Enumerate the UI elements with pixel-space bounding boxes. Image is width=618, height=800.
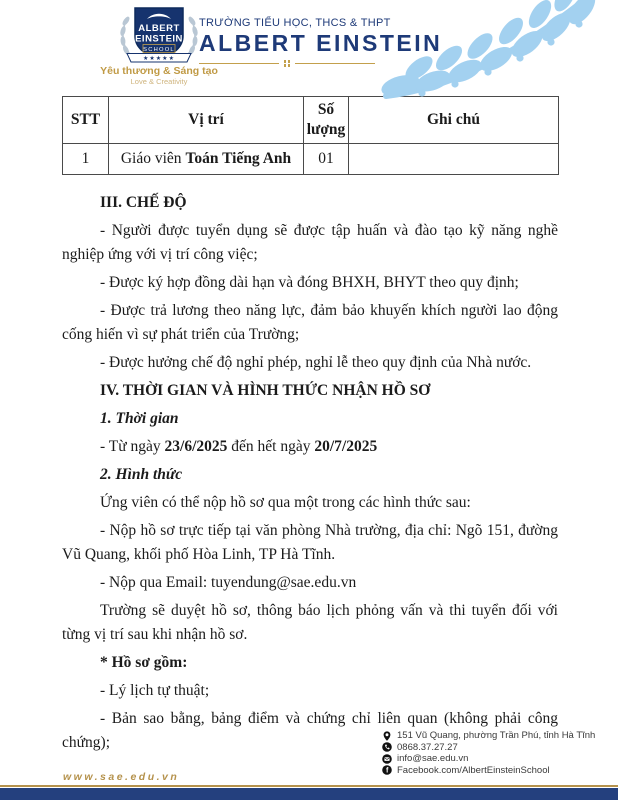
contact-facebook: f Facebook.com/AlbertEinsteinSchool (382, 765, 595, 777)
methods-intro: Ứng viên có thể nộp hồ sơ qua một trong các hình thức sau: (100, 494, 471, 511)
cell-note (349, 144, 559, 175)
footer-navy-bar (0, 788, 618, 800)
section3-title: III. CHẾ ĐỘ (100, 194, 187, 211)
crest-name-line1: ALBERT (138, 23, 180, 34)
cell-quantity: 01 (304, 144, 349, 175)
footer-contacts (382, 730, 595, 776)
subsection1-title: 1. Thời gian (100, 410, 179, 427)
contact-email: info@sae.edu.vn (382, 753, 595, 765)
phone-icon (382, 742, 392, 752)
logo-tagline-vietnamese: Yêu thương & Sáng tạo (100, 65, 218, 77)
header-position: Vị trí (109, 97, 304, 144)
logo-tagline-english: Love & Creativity (130, 77, 188, 86)
dossier-item: - Bản sao bằng, bảng điểm và chứng chỉ liên quan (không phải công chứng); (62, 710, 558, 751)
svg-text:f: f (385, 765, 389, 775)
section3-item: - Được hưởng chế độ nghỉ phép, nghỉ lễ theo quy định của Nhà nước. (100, 354, 532, 371)
dossier-item: - Lý lịch tự thuật; (100, 682, 210, 699)
header-stt: STT (63, 97, 109, 144)
school-type-label: TRƯỜNG TIỂU HỌC, THCS & THPT (199, 17, 391, 29)
facebook-icon (382, 765, 392, 775)
section3-item: - Được ký hợp đồng dài hạn và đóng BHXH, BHYT theo quy định; (100, 274, 519, 291)
footer-website: www.sae.edu.vn (63, 771, 180, 783)
date-range-line: - Từ ngày 23/6/2025 đến hết ngày 20/7/2025 (100, 438, 378, 455)
table-row (63, 144, 559, 175)
school-name-block (199, 17, 443, 67)
divider-ornament-icon (284, 60, 291, 67)
section3-item: - Được trả lương theo năng lực, đảm bảo khuyến khích người lao động cống hiến vì sự phát triển của Trường; (62, 302, 558, 343)
method-item: - Nộp hồ sơ trực tiếp tại văn phòng Nhà trường, địa chỉ: Ngõ 151, đường Vũ Quang, khối phố Hòa Linh, TP Hà Tĩnh. (62, 522, 558, 563)
laurel-branch-decoration-icon (381, 0, 616, 104)
document-header (0, 0, 618, 96)
email-icon (382, 754, 392, 764)
crest-name-line2: EINSTEIN (135, 33, 183, 45)
location-pin-icon (382, 731, 392, 741)
subsection2-title: 2. Hình thức (100, 466, 183, 483)
crest-stars: ★★★★★ (143, 56, 175, 62)
header-note: Ghi chú (349, 97, 559, 144)
gold-divider (199, 60, 375, 67)
document-body (62, 191, 558, 755)
crest-banner-text: SCHOOL (143, 46, 175, 53)
school-name-label: ALBERT EINSTEIN (199, 30, 443, 56)
section4-title: IV. THỜI GIAN VÀ HÌNH THỨC NHẬN HỒ SƠ (100, 382, 431, 399)
cell-position: Giáo viên Toán Tiếng Anh (109, 144, 304, 175)
recruitment-table (62, 96, 559, 175)
cell-stt: 1 (63, 144, 109, 175)
header-quantity: Số lượng (304, 97, 349, 144)
method-item: - Nộp qua Email: tuyendung@sae.edu.vn (100, 574, 357, 591)
footer-gold-rule (0, 785, 618, 787)
section3-item: - Người được tuyển dụng sẽ được tập huấn và đào tạo kỹ năng nghề nghiệp ứng với vị trí công việc; (62, 222, 558, 263)
review-note: Trường sẽ duyệt hồ sơ, thông báo lịch phỏng vấn và thi tuyển đối với từng vị trí sau khi nhận hồ sơ. (62, 602, 558, 643)
contact-phone: 0868.37.27.27 (382, 742, 595, 754)
contact-address: 151 Vũ Quang, phường Trần Phú, tỉnh Hà Tĩnh (382, 730, 595, 742)
dossier-title: * Hồ sơ gồm: (100, 654, 188, 671)
